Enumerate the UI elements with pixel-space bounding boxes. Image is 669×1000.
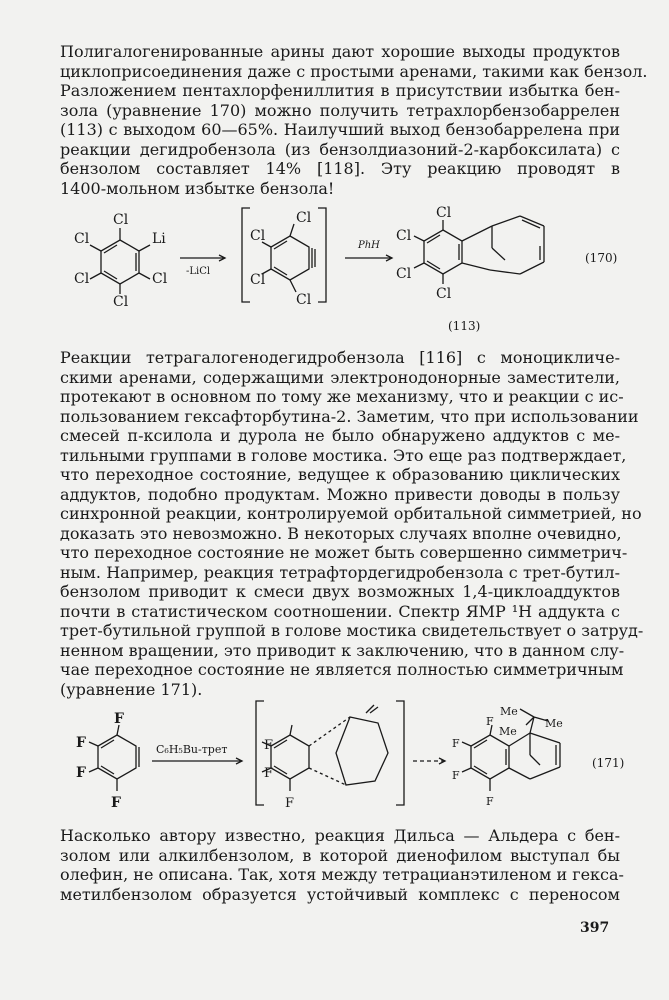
compound-number: (113) <box>448 319 481 333</box>
atom-label: F <box>76 735 86 751</box>
text-line: (113) с выходом 60—65%. Наилучший выход бензобаррелена при <box>60 120 620 139</box>
atom-label: Cl <box>396 228 412 244</box>
product-benzene-ring <box>471 735 509 779</box>
atom-label: Cl <box>152 271 168 287</box>
paragraph-diels-alder <box>60 826 624 904</box>
text-line: метилбензолом образуется устойчивый комплекс с переносом <box>60 884 620 904</box>
text-line: тильными группами в голове мостика. Это еще раз подтверждает, <box>60 445 627 465</box>
text-line: олефин, не описана. Так, хотя между тетрацианэтиленом и гекса- <box>60 865 624 884</box>
text-line: циклоприсоединения даже с простыми аренами, такими как бензол. <box>60 61 648 81</box>
atom-label: Cl <box>396 266 412 282</box>
text-line: Реакции тетрагалогенодегидробензола [116] с моноцикличе- <box>60 348 620 367</box>
text-line: бензолом приводит к смеси двух возможных 1,4-циклоаддуктов <box>60 582 620 601</box>
arrow-1-label: -LiCl <box>186 266 211 277</box>
page-number: 397 <box>580 920 610 936</box>
paragraph-tetrahalo-reactions <box>60 348 644 699</box>
equation-number: (171) <box>592 756 625 770</box>
atom-label: Cl <box>74 231 90 247</box>
atom-label: Cl <box>113 294 129 310</box>
text-line: протекают в основном по тому же механизму, что и реакции с ис- <box>60 387 624 406</box>
text-line: что переходное состояние, ведущее к образованию циклических <box>60 465 620 484</box>
aryne-ring <box>271 236 309 280</box>
atom-label: F <box>114 711 124 727</box>
atom-label: F <box>285 796 295 811</box>
text-line: ным. Например, реакция тетрафтордегидробензола с трет-бутил- <box>60 562 620 582</box>
text-line: (уравнение 171). <box>60 679 203 699</box>
atom-label: Cl <box>296 210 312 226</box>
atom-label: F <box>111 795 121 811</box>
text-line: золом или алкилбензолом, в которой диенофилом выступал бы <box>60 845 620 865</box>
text-line: чае переходное состояние не является полностью симметричным <box>60 660 624 679</box>
paragraph-arynes-intro <box>60 42 648 198</box>
atom-label: F <box>264 738 274 753</box>
bridge-bond <box>462 226 492 241</box>
equation-number: (170) <box>585 251 618 265</box>
scheme-171-drawing <box>0 695 669 815</box>
reactant-ring <box>101 240 139 284</box>
atom-label: Cl <box>74 271 90 287</box>
arene-ring <box>336 717 388 785</box>
arrow-1-label: C₆H₅Bu-трет <box>156 743 228 756</box>
atom-label: F <box>486 715 494 728</box>
scheme-170-drawing <box>0 200 669 340</box>
aryne-ring <box>271 735 309 779</box>
text-line: 1400-мольном избытке бензола! <box>60 178 335 198</box>
text-line: трет-бутильной группой в голове мостика свидетельствует о затруд- <box>60 621 644 640</box>
text-line: ненном вращении, это приводит к заключению, что в данном слу- <box>60 640 625 660</box>
reactant-ring <box>98 735 136 779</box>
text-line: доказать это невозможно. В некоторых случаях вполне очевидно, <box>60 523 622 543</box>
text-line: что переходное состояние не может быть совершенно симметрич- <box>60 543 628 562</box>
atom-label: Me <box>545 717 563 730</box>
text-line: реакции дегидробензола (из бензолдиазоний-2-карбоксилата) с <box>60 139 620 159</box>
atom-label: F <box>76 765 86 781</box>
text-line: Полигалогенированные арины дают хорошие выходы продуктов <box>60 42 620 61</box>
text-line: пользованием гексафторбутина-2. Заметим, что при использовании <box>60 406 639 426</box>
atom-label: Me <box>500 705 518 718</box>
atom-label: Cl <box>250 272 266 288</box>
text-line: скими аренами, содержащими электронодонорные заместители, <box>60 367 620 387</box>
atom-label: Me <box>499 725 517 738</box>
atom-label: Cl <box>113 212 129 228</box>
text-line: почти в статистическом соотношении. Спектр ЯМР ¹Н аддукта с <box>60 601 620 621</box>
text-line: смесей п-ксилола и дурола не было обнаружено аддуктов с ме- <box>60 426 620 445</box>
text-line: бензолом составляет 14% [118]. Эту реакцию проводят в <box>60 159 620 178</box>
atom-label: F <box>264 766 274 781</box>
text-line: аддуктов, подобно продуктам. Можно привести доводы в пользу <box>60 484 620 504</box>
atom-label: Cl <box>250 228 266 244</box>
atom-label: Cl <box>296 292 312 308</box>
atom-label: F <box>452 769 460 782</box>
text-line: Разложением пентахлорфениллития в присутствии избытка бен- <box>60 81 620 100</box>
bracket-left <box>256 701 264 805</box>
bracket-right <box>396 701 404 805</box>
atom-label: Cl <box>436 205 452 221</box>
atom-label: Li <box>152 231 166 247</box>
atom-label: F <box>452 737 460 750</box>
bracket-right <box>318 208 326 302</box>
text-line: зола (уравнение 170) можно получить тетрахлорбензобаррелен <box>60 100 620 120</box>
text-line: синхронной реакции, контролируемой орбитальной симметрией, но <box>60 504 642 523</box>
text-line: Насколько автору известно, реакция Дильса — Альдера с бен- <box>60 826 620 845</box>
atom-label: Cl <box>436 286 452 302</box>
product-benzene-ring <box>424 230 462 274</box>
bracket-left <box>242 208 250 302</box>
reaction-scheme-170 <box>0 200 669 340</box>
arrow-2-label: PhH <box>358 240 380 251</box>
reaction-scheme-171 <box>0 695 669 815</box>
atom-label: F <box>486 795 494 808</box>
